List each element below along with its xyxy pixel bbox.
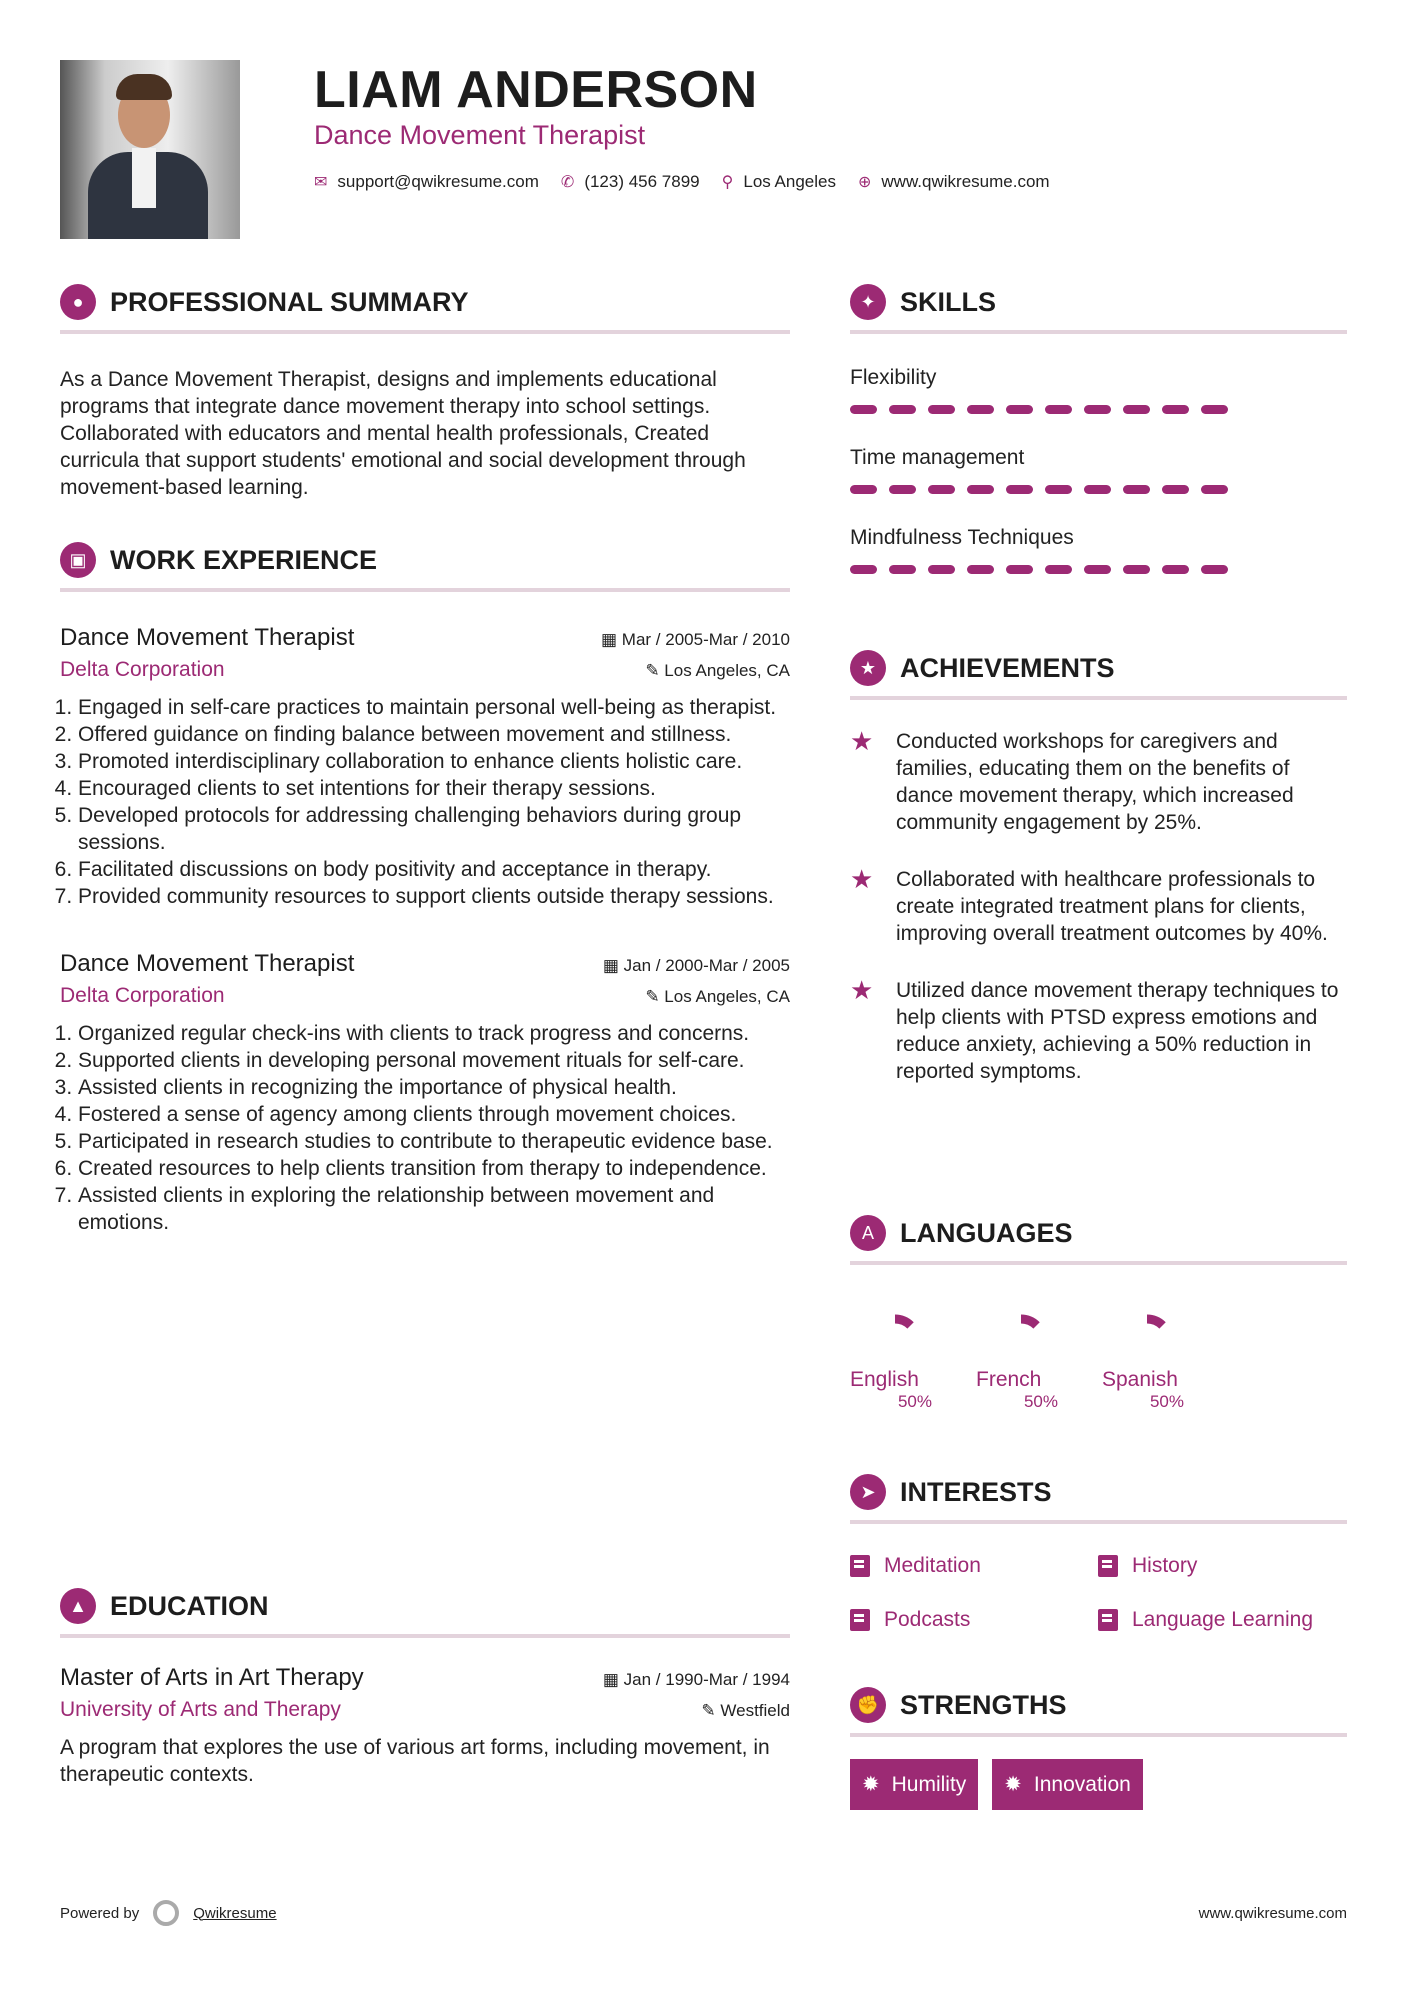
skill-dash: [1045, 565, 1072, 574]
achievement-text: Collaborated with healthcare professionals to create integrated treatment plans for clients, improving overall treatment outcomes by 40%.: [896, 868, 1328, 945]
edu-dates: ▦ Jan / 1990-Mar / 1994: [602, 1670, 790, 1689]
language-name: English: [850, 1368, 919, 1391]
work-section: [60, 540, 790, 1236]
list-item: 3. Promoted interdisciplinary collaboration to enhance clients holistic care.: [78, 748, 790, 775]
section-heading: ACHIEVEMENTS: [900, 652, 1115, 683]
job-duties: [78, 694, 790, 910]
powered-by: Powered by: [60, 1904, 140, 1922]
section-heading: EDUCATION: [110, 1590, 269, 1621]
list-item: 2. Supported clients in developing personal movement rituals for self-care.: [78, 1047, 790, 1074]
interest-name: Meditation: [884, 1554, 981, 1577]
candidate-title: Dance Movement Therapist: [314, 120, 646, 150]
school: University of Arts and Therapy: [60, 1698, 341, 1721]
job-title: Dance Movement Therapist: [60, 624, 355, 651]
interest-item: [1098, 1608, 1347, 1632]
skill-dash: [1084, 565, 1111, 574]
lightbulb-icon: ✦: [850, 284, 886, 320]
interest-item: [850, 1554, 1098, 1578]
skill-name: Flexibility: [850, 366, 937, 389]
languages-section: [850, 1213, 1347, 1412]
job-location: ✎ Los Angeles, CA: [645, 661, 790, 680]
achievement-item: [850, 728, 1347, 836]
interest-name: Podcasts: [884, 1608, 971, 1631]
graduation-icon: ▲: [60, 1588, 96, 1624]
skill-dash: [889, 405, 916, 414]
language-name: French: [976, 1368, 1042, 1391]
skill-dash: [850, 405, 877, 414]
job-entry: [60, 950, 790, 1236]
list-item: 4. Fostered a sense of agency among clients through movement choices.: [78, 1101, 790, 1128]
language-arc: [1102, 1301, 1192, 1341]
skill-dash: [889, 565, 916, 574]
skill-dash: [1201, 405, 1228, 414]
brand-link[interactable]: Qwikresume: [193, 1904, 277, 1922]
job-subheader: [60, 658, 790, 682]
job-location: ✎ Los Angeles, CA: [645, 987, 790, 1006]
strength-name: Humility: [891, 1772, 967, 1796]
list-item: 7. Provided community resources to support clients outside therapy sessions.: [78, 883, 790, 910]
qwikresume-logo-icon: [153, 1900, 179, 1926]
footer-left: [60, 1900, 277, 1926]
language-percent: 50%: [1023, 1392, 1058, 1411]
skill-dash: [928, 565, 955, 574]
candidate-name: LIAM ANDERSON: [314, 61, 758, 119]
book-icon: [1098, 1555, 1118, 1577]
interests-section: [850, 1472, 1347, 1632]
edu-location: ✎ Westfield: [701, 1701, 790, 1720]
skill-dash: [1162, 405, 1189, 414]
list-item: 6. Created resources to help clients transition from therapy to independence.: [78, 1155, 790, 1182]
list-item: 7. Assisted clients in exploring the relationship between movement and emotions.: [78, 1182, 790, 1236]
skill-level-bar: [850, 405, 1347, 414]
skill-dash: [1201, 565, 1228, 574]
skill-dash: [1162, 565, 1189, 574]
skill-level-bar: [850, 565, 1347, 574]
list-item: 3. Assisted clients in recognizing the importance of physical health.: [78, 1074, 790, 1101]
footer-url[interactable]: www.qwikresume.com: [1198, 1905, 1347, 1922]
strength-name: Innovation: [1033, 1772, 1131, 1796]
gear-icon: ✹: [1004, 1773, 1022, 1796]
list-item: 5. Participated in research studies to contribute to therapeutic evidence base.: [78, 1128, 790, 1155]
skill-dash: [1201, 485, 1228, 494]
language-arc: [850, 1301, 940, 1341]
job-duties: [78, 1020, 790, 1236]
job-header: [60, 624, 790, 652]
list-item: 5. Developed protocols for addressing challenging behaviors during group sessions.: [78, 802, 790, 856]
skill-dash: [850, 485, 877, 494]
language-percent: 50%: [897, 1392, 932, 1411]
achievement-text: Utilized dance movement therapy techniques to help clients with PTSD express emotions and reduce anxiety, achieving a 50% reduction in reported symptoms.: [896, 979, 1339, 1083]
website[interactable]: www.qwikresume.com: [881, 172, 1050, 191]
list-item: 6. Facilitated discussions on body positivity and acceptance in therapy.: [78, 856, 790, 883]
skill-dash: [1123, 485, 1150, 494]
section-heading: STRENGTHS: [900, 1689, 1067, 1720]
skill-item: [850, 444, 1347, 494]
fist-icon: ✊: [850, 1687, 886, 1723]
star-badge-icon: ★: [850, 650, 886, 686]
strength-badge: [992, 1759, 1143, 1810]
summary-text: As a Dance Movement Therapist, designs and implements educational programs that integrate dance movement therapy into school settings. Collaborated with educators and mental health professionals, Created curricula that support students' emotional and social development through movement-based learning.: [60, 368, 746, 499]
section-heading: WORK EXPERIENCE: [110, 544, 378, 575]
education-section: [60, 1586, 790, 1788]
skill-dash: [850, 565, 877, 574]
section-heading: LANGUAGES: [900, 1217, 1073, 1248]
company: Delta Corporation: [60, 658, 225, 681]
skill-name: Mindfulness Techniques: [850, 526, 1074, 549]
skill-item: [850, 364, 1347, 414]
skill-dash: [967, 405, 994, 414]
strengths-section: [850, 1685, 1347, 1810]
job-title: Dance Movement Therapist: [60, 950, 355, 977]
language-icon: A: [850, 1215, 886, 1251]
briefcase-icon: ▣: [60, 542, 96, 578]
book-icon: [850, 1609, 870, 1631]
star-icon: ★: [850, 975, 874, 1005]
globe-icon: ⊕: [858, 174, 872, 191]
achievement-text: Conducted workshops for caregivers and families, educating them on the benefits of dance movement therapy, which increased community engagement by 25%.: [896, 730, 1294, 834]
location: Los Angeles: [743, 172, 836, 191]
job-entry: [60, 624, 790, 910]
company: Delta Corporation: [60, 984, 225, 1007]
section-heading: SKILLS: [900, 286, 997, 317]
degree: Master of Arts in Art Therapy: [60, 1664, 364, 1691]
phone-icon: ✆: [560, 174, 575, 191]
skill-dash: [1006, 405, 1033, 414]
gear-icon: ✹: [862, 1773, 880, 1796]
skill-dash: [1006, 565, 1033, 574]
skill-dash: [1045, 485, 1072, 494]
divider: [850, 1733, 1347, 1737]
phone: (123) 456 7899: [584, 172, 700, 191]
skill-item: [850, 524, 1347, 574]
skill-dash: [1162, 485, 1189, 494]
job-header: [60, 950, 790, 978]
strength-badge: [850, 1759, 978, 1810]
language-item: [976, 1301, 1066, 1412]
interest-item: [850, 1608, 1098, 1632]
achievement-item: [850, 977, 1347, 1085]
book-icon: [850, 1555, 870, 1577]
achievement-item: [850, 866, 1347, 947]
interest-name: Language Learning: [1132, 1608, 1314, 1631]
job-subheader: [60, 984, 790, 1008]
skill-dash: [889, 485, 916, 494]
contact-bar: [314, 172, 1050, 192]
skill-dash: [1123, 565, 1150, 574]
paper-plane-icon: ➤: [850, 1474, 886, 1510]
email[interactable]: support@qwikresume.com: [337, 172, 539, 191]
language-arc: [976, 1301, 1066, 1341]
user-icon: ●: [60, 284, 96, 320]
divider: [850, 1520, 1347, 1524]
skill-dash: [1006, 485, 1033, 494]
skill-dash: [1045, 405, 1072, 414]
star-icon: ★: [850, 726, 874, 756]
skill-dash: [967, 485, 994, 494]
skills-section: [850, 282, 1347, 574]
skill-dash: [928, 405, 955, 414]
edu-description: A program that explores the use of various art forms, including movement, in therapeutic contexts.: [60, 1736, 770, 1786]
section-heading: PROFESSIONAL SUMMARY: [110, 286, 469, 317]
skill-dash: [928, 485, 955, 494]
job-dates: ▦ Jan / 2000-Mar / 2005: [602, 956, 790, 975]
job-dates: ▦ Mar / 2005-Mar / 2010: [601, 630, 790, 649]
divider: [60, 330, 790, 334]
profile-photo: [60, 60, 240, 239]
interest-name: History: [1132, 1554, 1198, 1577]
list-item: 2. Offered guidance on finding balance between movement and stillness.: [78, 721, 790, 748]
skill-level-bar: [850, 485, 1347, 494]
skill-name: Time management: [850, 446, 1025, 469]
interest-item: [1098, 1554, 1347, 1578]
email-icon: ✉: [314, 174, 328, 191]
divider: [850, 330, 1347, 334]
list-item: 4. Encouraged clients to set intentions for their therapy sessions.: [78, 775, 790, 802]
list-item: 1. Organized regular check-ins with clients to track progress and concerns.: [78, 1020, 790, 1047]
language-name: Spanish: [1102, 1368, 1178, 1391]
language-percent: 50%: [1149, 1392, 1184, 1411]
list-item: 1. Engaged in self-care practices to maintain personal well-being as therapist.: [78, 694, 790, 721]
skill-dash: [1084, 405, 1111, 414]
section-heading: INTERESTS: [900, 1476, 1052, 1507]
skill-dash: [1084, 485, 1111, 494]
location-icon: ⚲: [721, 174, 734, 191]
star-icon: ★: [850, 864, 874, 894]
divider: [850, 1261, 1347, 1265]
language-item: [850, 1301, 940, 1412]
skill-dash: [967, 565, 994, 574]
book-icon: [1098, 1609, 1118, 1631]
skill-dash: [1123, 405, 1150, 414]
divider: [850, 696, 1347, 700]
divider: [60, 1634, 790, 1638]
summary-section: [60, 282, 790, 501]
language-item: [1102, 1301, 1192, 1412]
achievements-section: [850, 648, 1347, 1085]
divider: [60, 588, 790, 592]
